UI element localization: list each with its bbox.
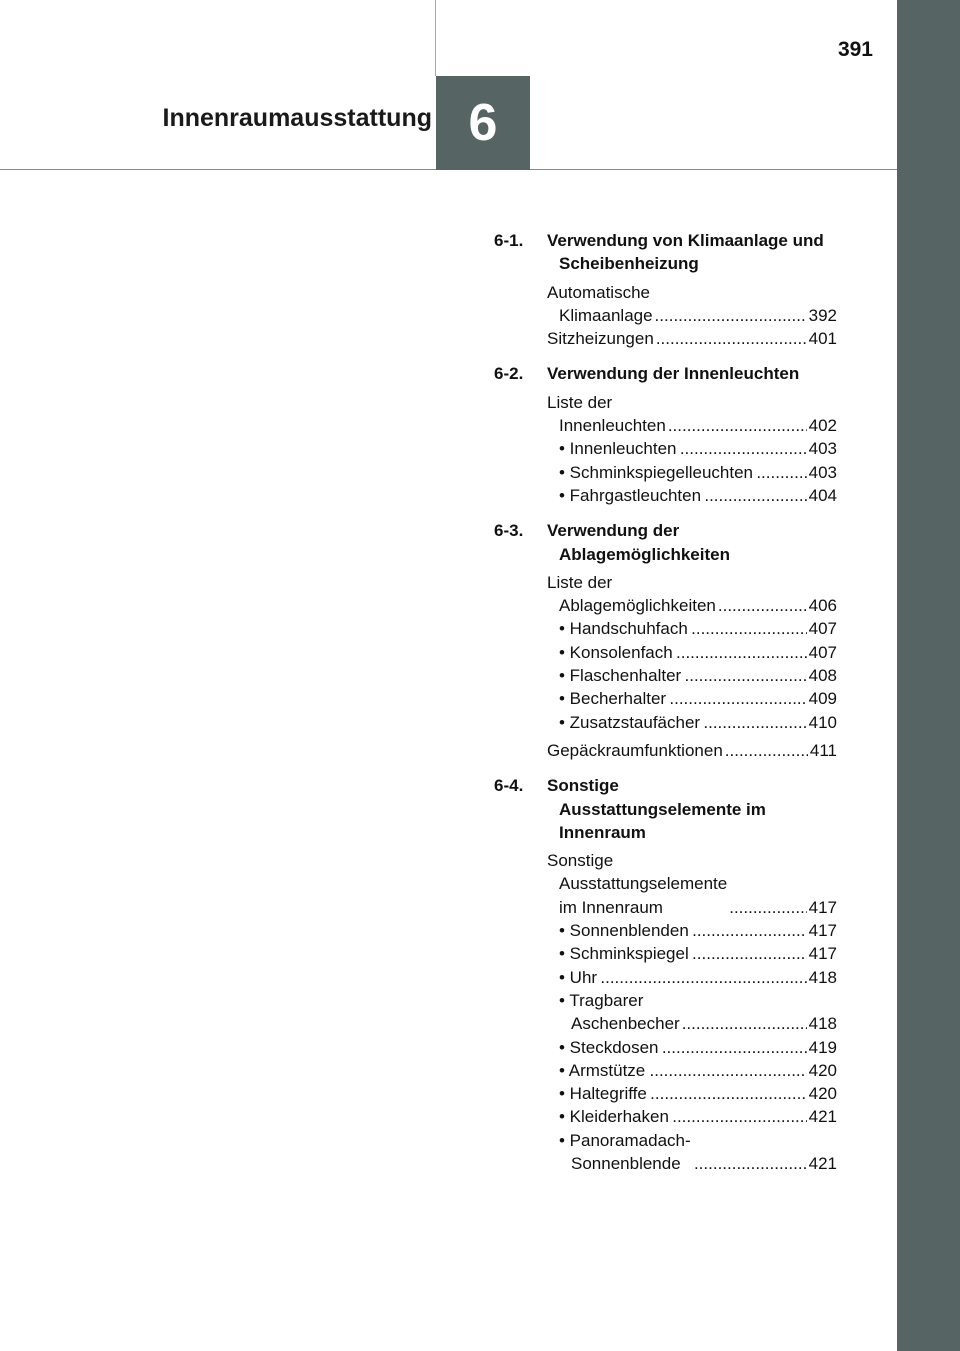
- leader-dots: [718, 594, 807, 617]
- leader-dots: [669, 687, 806, 710]
- toc-entry[interactable]: [559, 1082, 837, 1105]
- leader-dots: [682, 1012, 807, 1035]
- toc-entry-label: • Konsolenfach: [559, 642, 673, 662]
- toc-entry-page: 419: [808, 1037, 837, 1057]
- header-divider-vertical: [435, 0, 436, 76]
- toc-entry-page: 411: [809, 740, 837, 760]
- leader-dots: [685, 664, 807, 687]
- toc-entry-page: 420: [808, 1060, 837, 1080]
- toc-section-title: Verwendung der Innenleuchten: [547, 364, 800, 384]
- toc-entry-label: • Flaschenhalter: [559, 666, 682, 686]
- toc-section-heading[interactable]: [494, 774, 837, 844]
- toc-entry-label: • Innenleuchten: [559, 439, 677, 459]
- leader-dots: [704, 484, 806, 507]
- leader-dots: [756, 461, 806, 484]
- chapter-side-tab: [897, 0, 960, 1351]
- toc-entry-label: Automatische Klimaanlage: [547, 282, 653, 325]
- toc-entry[interactable]: [559, 919, 837, 942]
- leader-dots: [692, 942, 807, 965]
- toc-entry-page: 403: [808, 462, 837, 482]
- toc-section: [494, 362, 837, 507]
- leader-dots: [676, 641, 807, 664]
- toc-entry[interactable]: [559, 1105, 837, 1128]
- toc-section-title: Verwendung von Klimaanlage und Scheibenheizung: [547, 231, 824, 274]
- toc-entry-page: 420: [808, 1084, 837, 1104]
- toc-entry[interactable]: [559, 484, 837, 507]
- toc-entry-page: 421: [808, 1107, 837, 1127]
- table-of-contents: [494, 229, 837, 1187]
- toc-section-heading[interactable]: [494, 229, 837, 276]
- leader-dots: [650, 1059, 807, 1082]
- leader-dots: [668, 414, 807, 437]
- toc-entry[interactable]: [559, 1059, 837, 1082]
- toc-entry-label: Gepäckraumfunktionen: [547, 740, 723, 760]
- toc-entry-page: 421: [808, 1153, 837, 1173]
- toc-section-number: 6-3.: [494, 521, 524, 541]
- toc-entry-page: 401: [808, 329, 837, 349]
- toc-entry-label: • Tragbarer Aschenbecher: [559, 990, 680, 1034]
- toc-entry-label: • Schminkspiegel: [559, 944, 689, 964]
- toc-entry-page: 418: [808, 967, 837, 987]
- toc-entry-page: 406: [808, 596, 837, 616]
- toc-entry[interactable]: [559, 437, 837, 460]
- toc-entry-page: 410: [808, 712, 837, 732]
- toc-entry-label: • Steckdosen: [559, 1037, 659, 1057]
- toc-entry-page: 408: [808, 666, 837, 686]
- toc-entry[interactable]: [547, 849, 837, 919]
- toc-entry-label: • Sonnenblenden: [559, 921, 689, 941]
- toc-entry-label: • Becherhalter: [559, 689, 667, 709]
- leader-dots: [691, 617, 807, 640]
- chapter-title: Innenraumausstattung: [162, 104, 432, 132]
- toc-entry[interactable]: [559, 1036, 837, 1059]
- toc-entry[interactable]: [559, 617, 837, 640]
- toc-entry-page: 403: [808, 439, 837, 459]
- toc-entry[interactable]: [547, 739, 837, 762]
- toc-entry[interactable]: [559, 687, 837, 710]
- leader-dots: [650, 1082, 806, 1105]
- toc-entry-page: 404: [808, 485, 837, 505]
- toc-entry-label: Liste der Ablagemöglichkeiten: [547, 572, 716, 616]
- toc-entry-page: 417: [808, 921, 837, 941]
- toc-entry-label: • Handschuhfach: [559, 619, 688, 639]
- toc-entry-page: 407: [808, 619, 837, 639]
- page-number: 391: [837, 38, 873, 61]
- toc-entry[interactable]: [547, 571, 837, 618]
- toc-entry-label: • Kleiderhaken: [559, 1107, 669, 1127]
- leader-dots: [729, 896, 806, 919]
- toc-section-number: 6-1.: [494, 231, 524, 250]
- toc-entry-label: Sitzheizungen: [547, 329, 654, 349]
- toc-entry[interactable]: [559, 989, 837, 1036]
- leader-dots: [694, 1152, 807, 1175]
- toc-entry-label: • Uhr: [559, 967, 598, 987]
- toc-entry-label: • Haltegriffe: [559, 1084, 647, 1104]
- toc-section-heading[interactable]: [494, 362, 837, 385]
- toc-entry-page: 417: [808, 944, 837, 964]
- leader-dots: [725, 739, 808, 762]
- toc-entry-page: 407: [808, 642, 837, 662]
- leader-dots: [662, 1036, 807, 1059]
- toc-entry[interactable]: [559, 1129, 837, 1176]
- toc-entry-label: • Panoramadach-Sonnenblende: [559, 1130, 691, 1173]
- toc-entry[interactable]: [547, 391, 837, 438]
- leader-dots: [703, 711, 806, 734]
- toc-section: [494, 519, 837, 762]
- toc-entry-label: Liste der Innenleuchten: [547, 392, 666, 436]
- leader-dots: [692, 919, 807, 942]
- toc-entry-label: • Zusatzstaufächer: [559, 712, 701, 732]
- leader-dots: [600, 966, 806, 989]
- toc-section: [494, 774, 837, 1175]
- toc-section-number: 6-4.: [494, 776, 524, 796]
- toc-entry[interactable]: [547, 281, 837, 328]
- toc-section-title: Sonstige Ausstattungselemente im Innenraum: [547, 776, 766, 842]
- toc-section: [494, 229, 837, 350]
- toc-entry[interactable]: [559, 664, 837, 687]
- leader-dots: [656, 327, 807, 350]
- toc-entry-page: 409: [808, 689, 837, 709]
- toc-entry-label: • Armstütze: [559, 1060, 646, 1080]
- toc-entry[interactable]: [559, 461, 837, 484]
- toc-entry-label: • Schminkspiegelleuchten: [559, 462, 754, 482]
- toc-entry[interactable]: [547, 327, 837, 350]
- leader-dots: [680, 437, 807, 460]
- toc-entry-page: 418: [808, 1014, 837, 1034]
- leader-dots: [672, 1105, 806, 1128]
- toc-entry-page: 417: [808, 897, 837, 917]
- toc-entry[interactable]: [559, 711, 837, 734]
- toc-entry[interactable]: [559, 942, 837, 965]
- toc-section-title: Verwendung der Ablagemöglichkeiten: [547, 521, 730, 564]
- toc-entry[interactable]: [559, 966, 837, 989]
- chapter-number-badge: 6: [436, 76, 530, 170]
- toc-entry-label: • Fahrgastleuchten: [559, 485, 702, 505]
- toc-section-heading[interactable]: [494, 519, 837, 566]
- toc-entry-page: 402: [808, 416, 837, 436]
- toc-entry-label: Sonstige Ausstattungselemente im Innenraum: [547, 851, 728, 917]
- toc-entry-page: 392: [808, 305, 837, 325]
- toc-section-number: 6-2.: [494, 364, 524, 384]
- leader-dots: [655, 304, 807, 327]
- toc-entry[interactable]: [559, 641, 837, 664]
